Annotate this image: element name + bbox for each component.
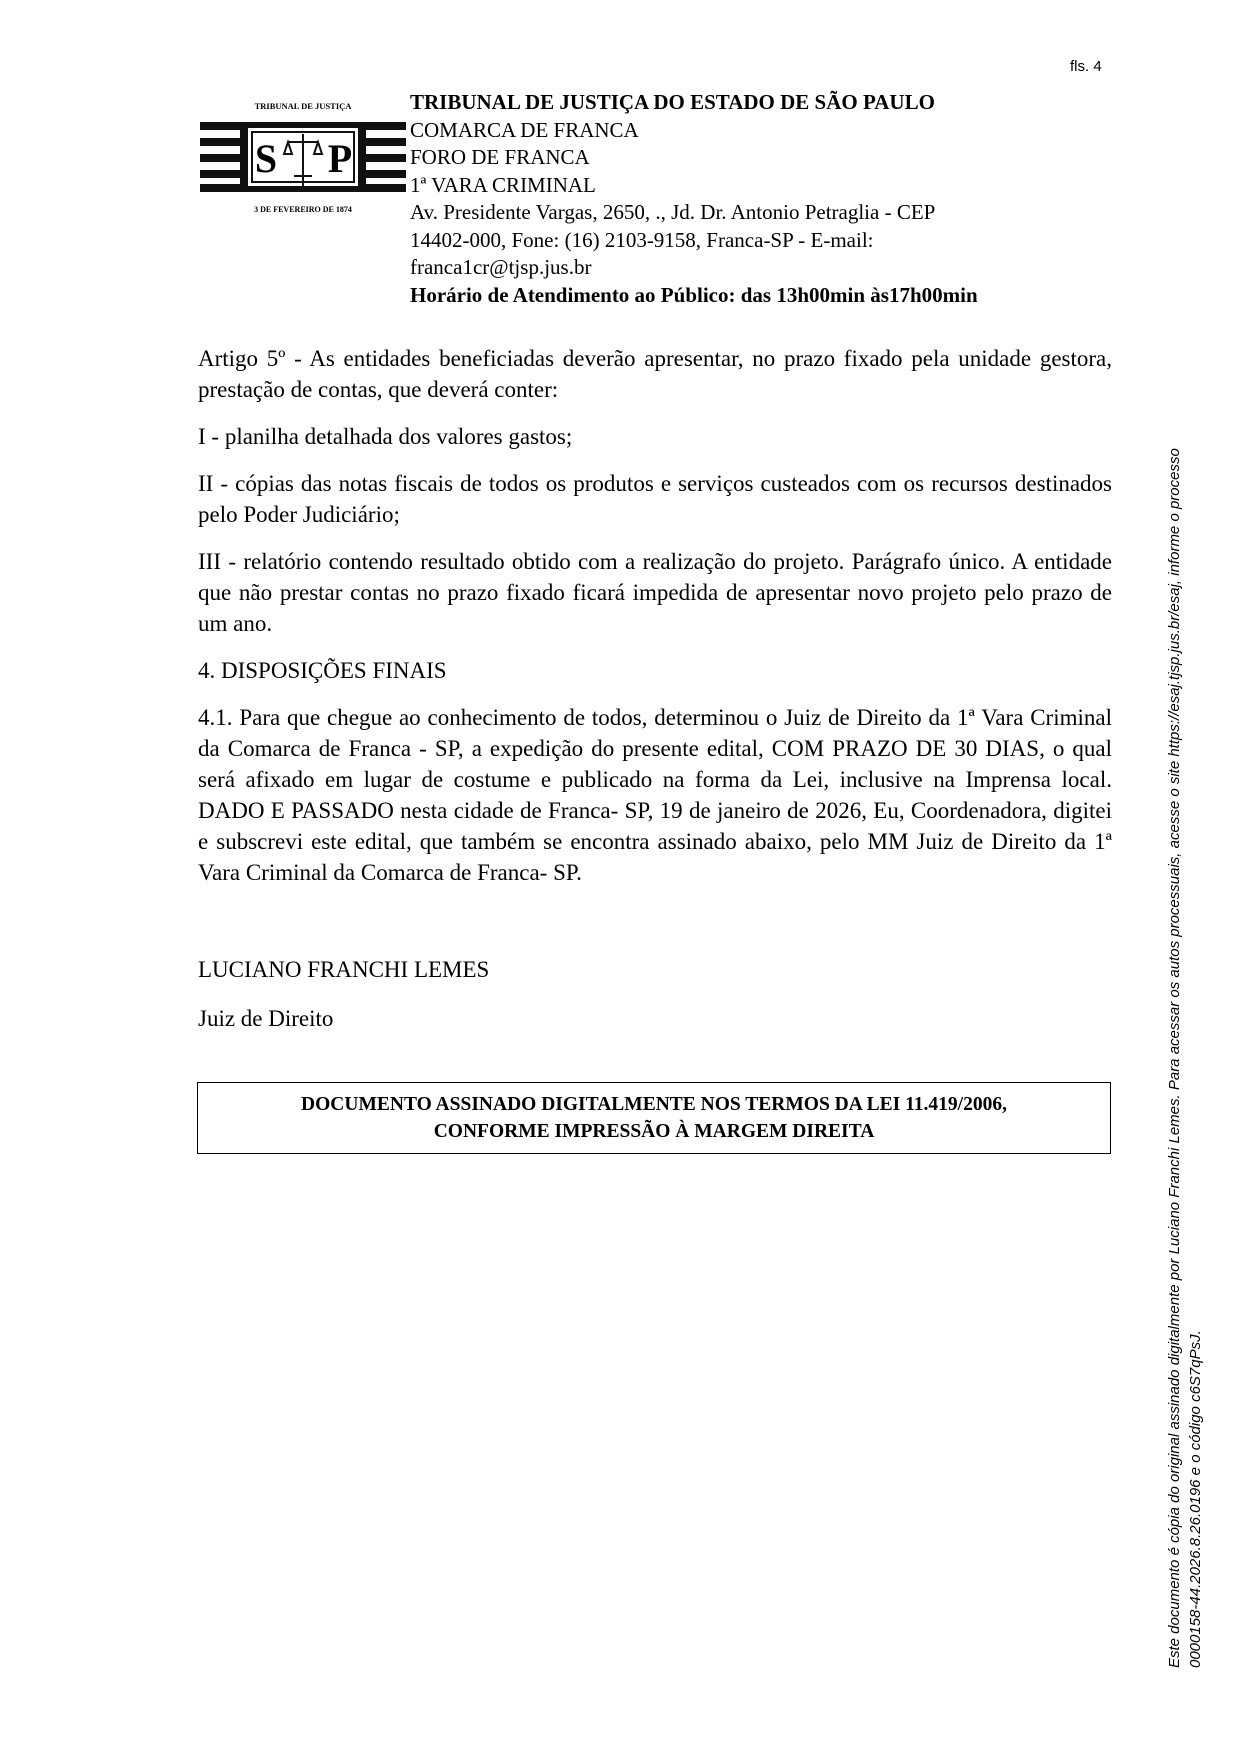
court-header <box>410 89 1050 309</box>
document-body <box>198 343 1112 888</box>
paragraph-item-iii: III - relatório contendo resultado obtido com a realização do projeto. Parágrafo único. A entidade que não prestar contas no prazo fixado ficará impedida de apresentar novo projeto pelo prazo de um ano. <box>198 549 1112 636</box>
signer-name: LUCIANO FRANCHI LEMES <box>198 957 490 982</box>
margin-note-line-2: 0000158-44.2026.8.26.0196 e o código c6S7qPsJ. <box>1187 1330 1204 1668</box>
digital-signature-notice <box>197 1082 1111 1154</box>
page-number: fls. 4 <box>1070 58 1102 75</box>
office-hours: Horário de Atendimento ao Público: das 13h00min às17h00min <box>410 282 978 307</box>
margin-note-line-1: Este documento é cópia do original assinado digitalmente por Luciano Franchi Lemes. Para acessar os autos processuais, acesse o site https://esaj.tjsp.jus.br/esaj, informe o processo <box>1166 448 1183 1668</box>
notice-line-2: CONFORME IMPRESSÃO À MARGEM DIREITA <box>433 1121 875 1142</box>
foro: FORO DE FRANCA <box>410 145 590 169</box>
vara: 1ª VARA CRIMINAL <box>410 172 596 197</box>
email: franca1cr@tjsp.jus.br <box>410 255 592 279</box>
logo-bottom-text: 3 DE FEVEREIRO DE 1874 <box>254 205 352 214</box>
comarca: COMARCA DE FRANCA <box>410 117 639 142</box>
paragraph-4-1: 4.1. Para que chegue ao conhecimento de todos, determinou o Juiz de Direito da 1ª Vara Criminal da Comarca de Franca - SP, a expedição do presente edital, COM PRAZO DE 30 DIAS, o qual será afixado em lugar de costume e publicado na forma da Lei, inclusive na Imprensa local. DADO E PASSADO nesta cidade de Franca- SP, 19 de janeiro de 2026, Eu, Coordenadora, digitei e subscrevi este edital, que também se encontra assinado abaixo, pelo MM Juiz de Direito da 1ª Vara Criminal da Comarca de Franca- SP. <box>198 705 1112 885</box>
margin-authentication-note <box>1164 448 1206 1668</box>
signer-title: Juiz de Direito <box>198 1006 334 1031</box>
section-heading: 4. DISPOSIÇÕES FINAIS <box>198 658 447 683</box>
notice-line-1: DOCUMENTO ASSINADO DIGITALMENTE NOS TERMOS DA LEI 11.419/2006, <box>301 1094 1007 1115</box>
paragraph-item-ii: II - cópias das notas fiscais de todos os produtos e serviços custeados com os recursos destinados pelo Poder Judiciário; <box>198 471 1112 527</box>
paragraph-artigo-5: Artigo 5º - As entidades beneficiadas deverão apresentar, no prazo fixado pela unidade gestora, prestação de contas, que deverá conter: <box>198 346 1112 402</box>
address-line-1: Av. Presidente Vargas, 2650, ., Jd. Dr. Antonio Petraglia - CEP <box>410 200 936 224</box>
logo-top-text: TRIBUNAL DE JUSTIÇA <box>254 101 352 111</box>
address-line-2: 14402-000, Fone: (16) 2103-9158, Franca-SP - E-mail: <box>410 227 874 252</box>
logo-letter-p: P <box>327 136 353 181</box>
logo-letter-s: S <box>254 136 278 181</box>
court-name: TRIBUNAL DE JUSTIÇA DO ESTADO DE SÃO PAULO <box>410 90 935 114</box>
paragraph-item-i: I - planilha detalhada dos valores gastos; <box>198 424 573 449</box>
tjsp-logo <box>200 76 406 226</box>
